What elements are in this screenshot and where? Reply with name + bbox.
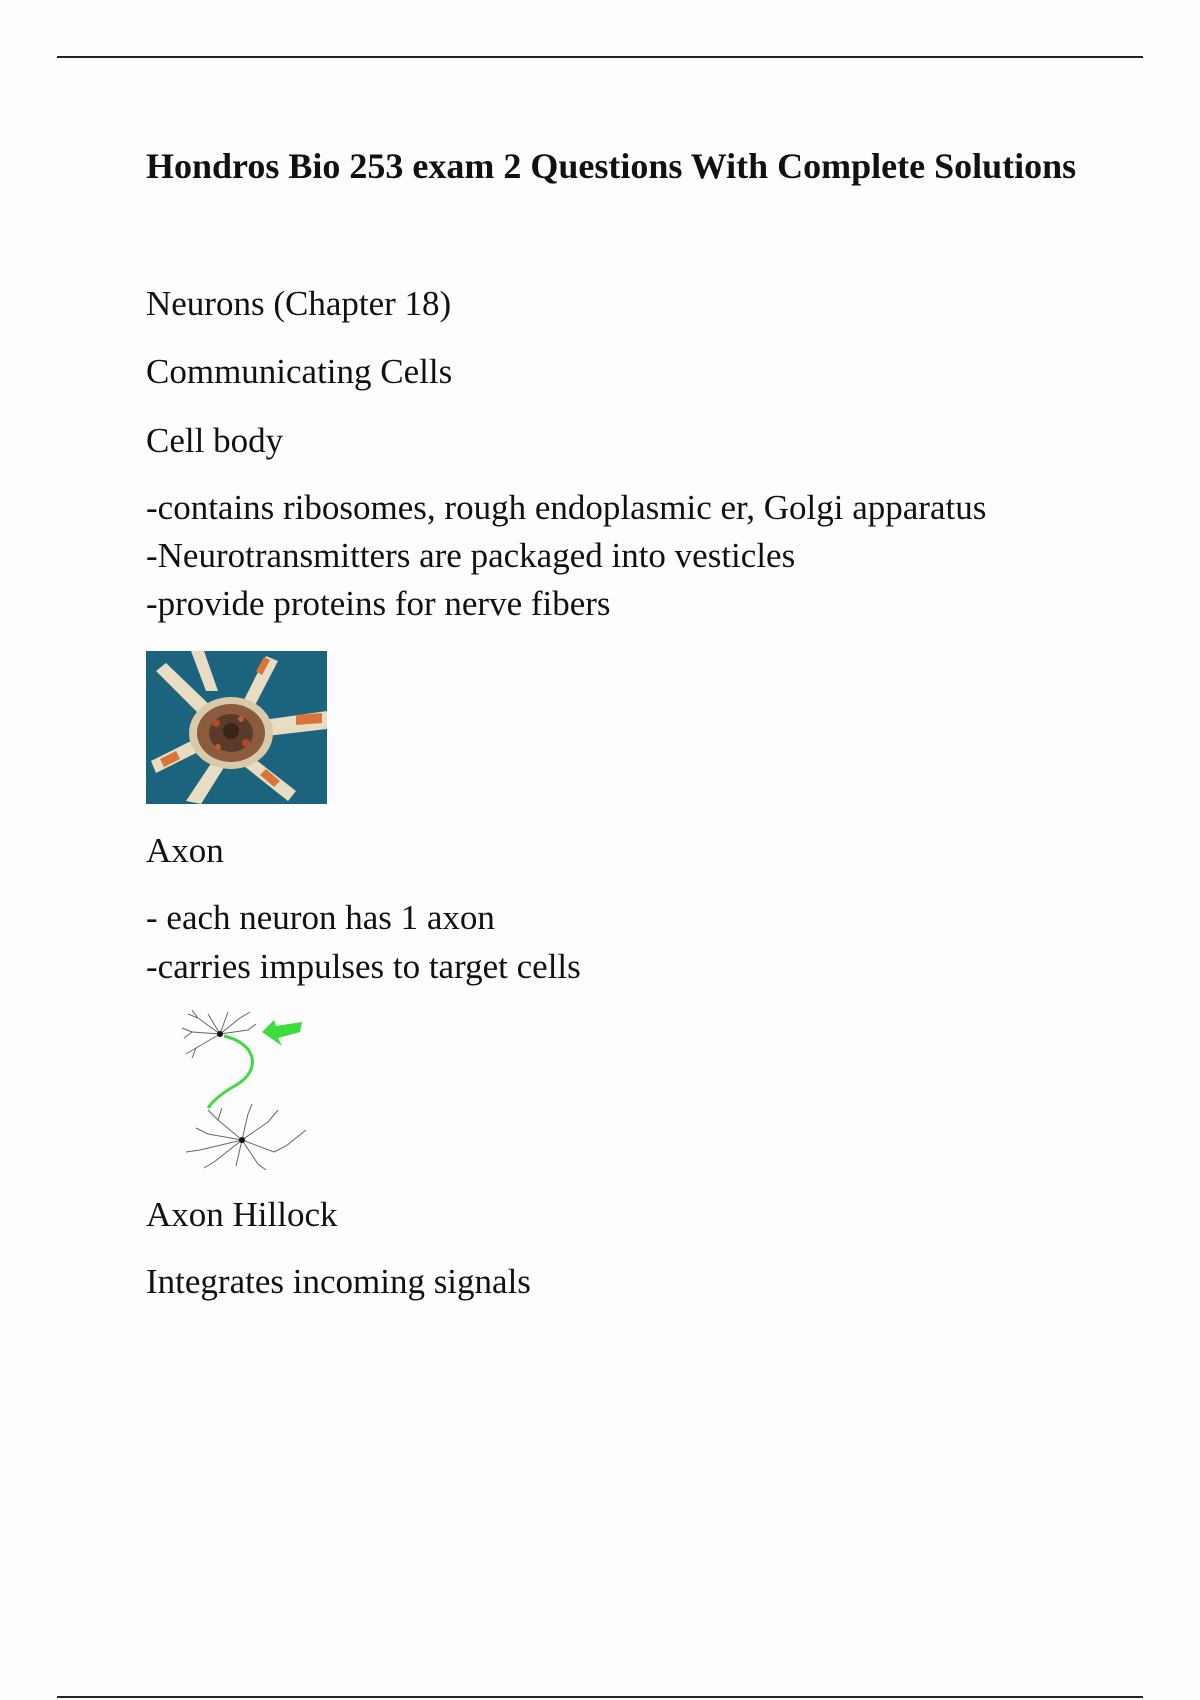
section-heading-neurons: Neurons (Chapter 18)	[146, 284, 452, 323]
term-communicating-cells: Communicating Cells	[146, 352, 453, 391]
neuron-model-photo	[146, 651, 327, 804]
cell-body-fact-2: -Neurotransmitters are packaged into vesticles	[146, 536, 796, 575]
top-rule	[57, 56, 1143, 58]
term-cell-body: Cell body	[146, 421, 284, 460]
axon-fact-2: -carries impulses to target cells	[146, 947, 581, 986]
bottom-rule	[57, 1696, 1143, 1698]
axon-fact-1: - each neuron has 1 axon	[146, 898, 495, 937]
cell-body-fact-3: -provide proteins for nerve fibers	[146, 584, 611, 623]
term-axon-hillock: Axon Hillock	[146, 1195, 338, 1234]
cell-body-fact-1: -contains ribosomes, rough endoplasmic er, Golgi apparatus	[146, 488, 987, 527]
axon-hillock-definition: Integrates incoming signals	[146, 1262, 531, 1301]
neuron-axon-sketch	[178, 1010, 308, 1170]
page-title: Hondros Bio 253 exam 2 Questions With Complete Solutions	[146, 146, 1077, 186]
term-axon: Axon	[146, 831, 224, 870]
